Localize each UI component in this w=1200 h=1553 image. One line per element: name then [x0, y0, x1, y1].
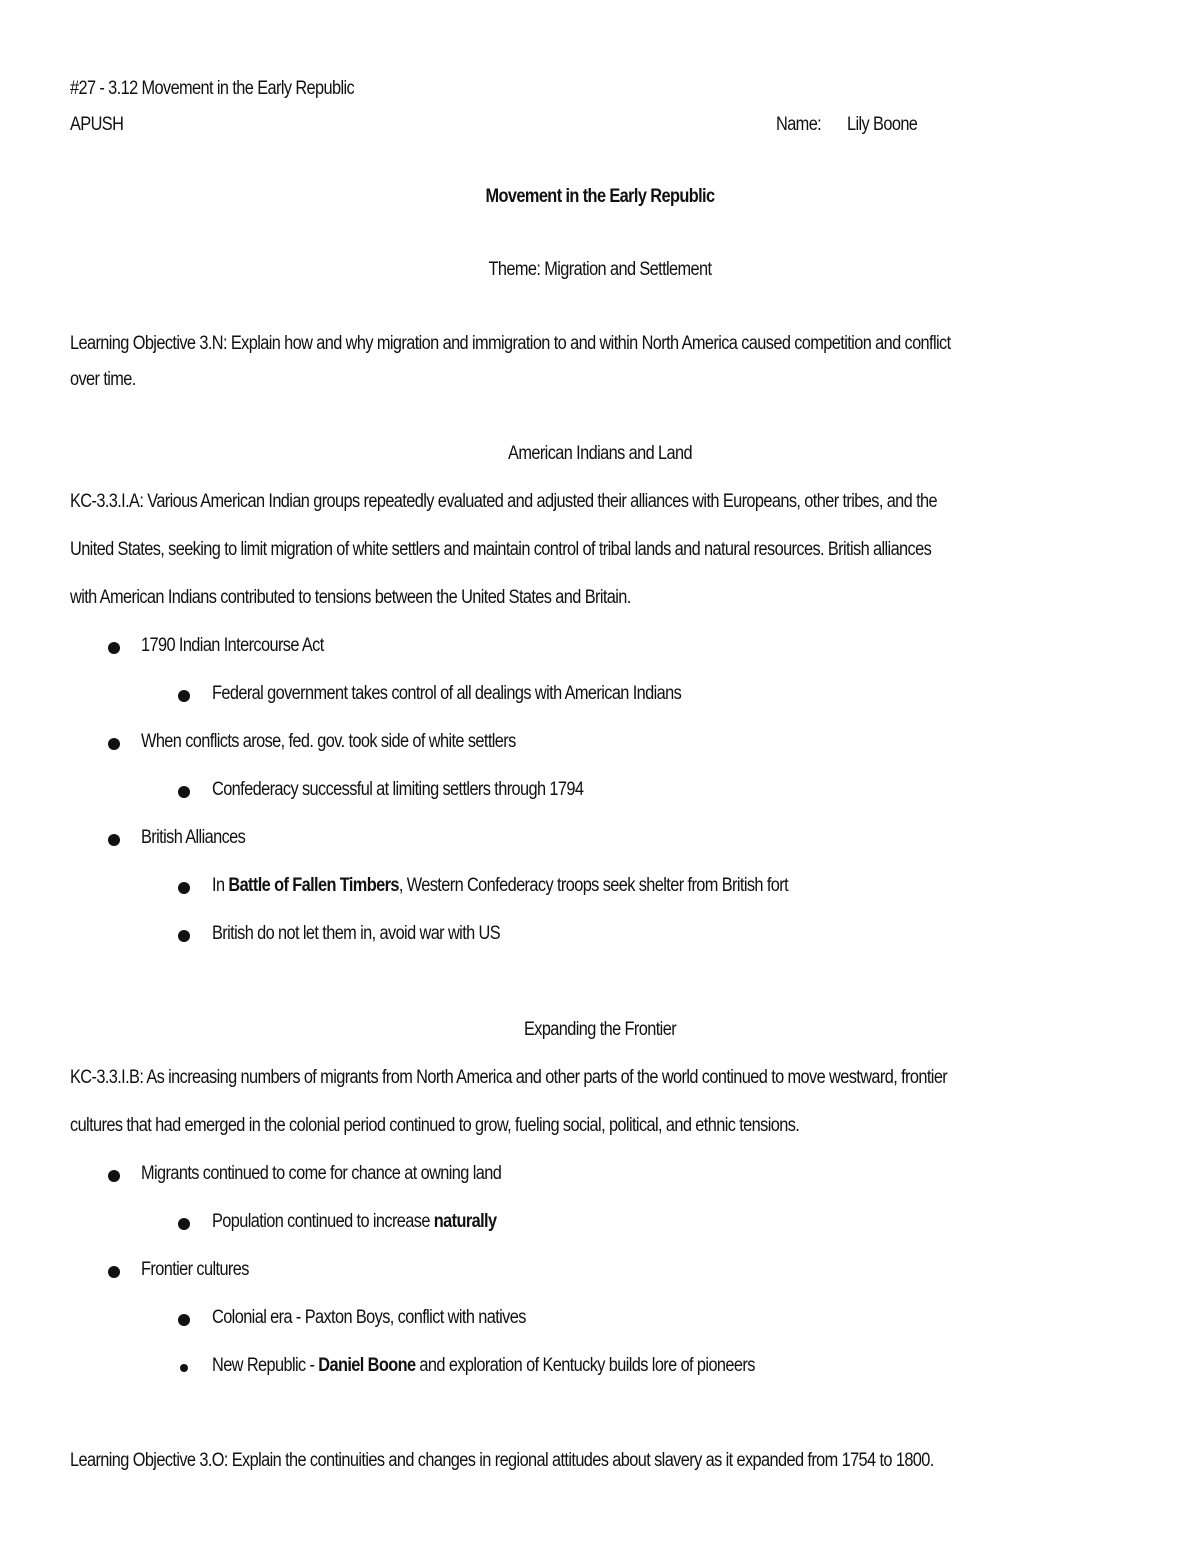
objective-3n-line1: Learning Objective 3.N: Explain how and why migration and immigration to and within North America caused competition and conflict — [70, 333, 951, 354]
section2-heading: Expanding the Frontier — [523, 1019, 677, 1040]
list-item — [212, 875, 788, 897]
list-item — [212, 1211, 496, 1233]
list-item: Confederacy successful at limiting settlers through 1794 — [212, 779, 584, 800]
section1-kc-line3: with American Indians contributed to tensions between the United States and Britain. — [70, 587, 631, 608]
bullet-icon — [178, 1314, 190, 1326]
list-item: 1790 Indian Intercourse Act — [141, 635, 324, 656]
assignment-title: #27 - 3.12 Movement in the Early Republic — [70, 78, 355, 99]
bullet-icon — [178, 930, 190, 942]
bullet-icon — [108, 642, 120, 654]
emphasis-text: Battle of Fallen Timbers — [228, 875, 399, 896]
list-item: When conflicts arose, fed. gov. took side of white settlers — [141, 731, 516, 752]
emphasis-text: naturally — [433, 1211, 497, 1232]
section1-heading: American Indians and Land — [508, 443, 692, 464]
list-item-text: Population continued to increase — [212, 1211, 434, 1232]
list-item: Migrants continued to come for chance at owning land — [141, 1163, 502, 1184]
section1-kc-line2: United States, seeking to limit migration of white settlers and maintain control of tribal lands and natural resources. British alliances — [70, 539, 932, 560]
theme-line: Theme: Migration and Settlement — [488, 259, 712, 280]
bullet-icon — [108, 1170, 120, 1182]
name-label: Name: — [776, 114, 822, 135]
list-item: Frontier cultures — [141, 1259, 249, 1280]
section2-kc-line2: cultures that had emerged in the colonial period continued to grow, fueling social, political, and ethnic tensions. — [70, 1115, 800, 1136]
list-item: Colonial era - Paxton Boys, conflict with natives — [212, 1307, 526, 1328]
bullet-icon — [108, 738, 120, 750]
list-item-text: New Republic - — [212, 1355, 319, 1376]
course-label: APUSH — [70, 114, 124, 135]
section2-kc-line1: KC-3.3.I.B: As increasing numbers of migrants from North America and other parts of the world continued to move westward, frontier — [70, 1067, 948, 1088]
bullet-icon — [178, 786, 190, 798]
list-item — [212, 1355, 755, 1377]
bullet-icon — [108, 834, 120, 846]
bullet-icon — [178, 1218, 190, 1230]
objective-3n-line2: over time. — [70, 369, 136, 390]
bullet-icon — [178, 690, 190, 702]
list-item: Federal government takes control of all dealings with American Indians — [212, 683, 682, 704]
bullet-icon — [178, 882, 190, 894]
page-title: Movement in the Early Republic — [485, 186, 715, 207]
list-item: British do not let them in, avoid war with US — [212, 923, 501, 944]
section1-kc-line1: KC-3.3.I.A: Various American Indian groups repeatedly evaluated and adjusted their alliances with Europeans, other tribes, and the — [70, 491, 938, 512]
bullet-icon — [180, 1364, 188, 1372]
student-name: Lily Boone — [847, 114, 918, 135]
list-item-text: and exploration of Kentucky builds lore of pioneers — [415, 1355, 755, 1376]
bullet-icon — [108, 1266, 120, 1278]
list-item-text: , Western Confederacy troops seek shelter from British fort — [398, 875, 789, 896]
emphasis-text: Daniel Boone — [318, 1355, 416, 1376]
list-item: British Alliances — [141, 827, 246, 848]
objective-3o-line: Learning Objective 3.O: Explain the continuities and changes in regional attitudes about slavery as it expanded from 1754 to 1800. — [70, 1450, 934, 1471]
list-item-text: In — [212, 875, 229, 896]
